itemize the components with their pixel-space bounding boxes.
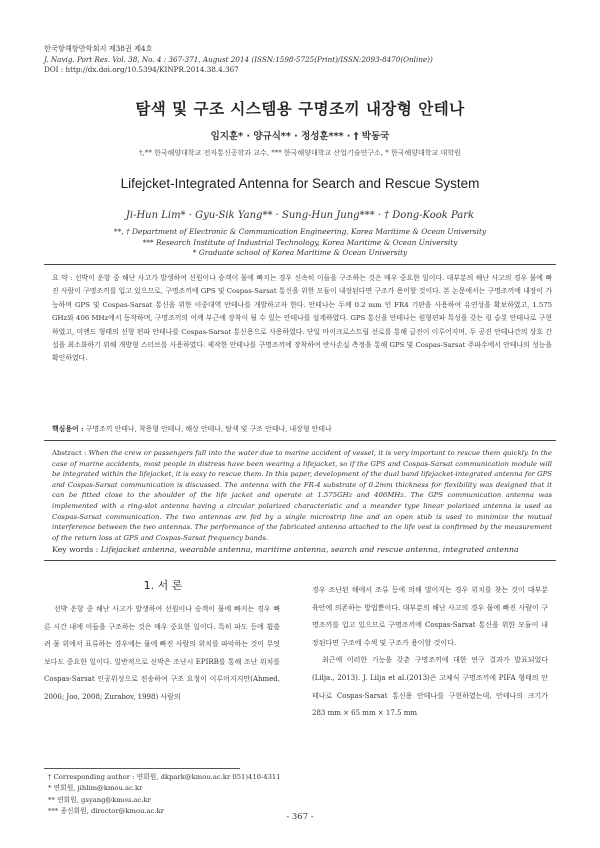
authors-kr: 임지훈* · 양규식** · 정성훈*** · † 박동국: [210, 131, 390, 142]
affiliations-kr: †,** 한국해양대학교 전자통신공학과 교수, *** 한국해양대학교 산업기술연구소, * 한국해양대학교 대학원: [139, 149, 461, 157]
abstract-kr-label: 요 약 :: [52, 274, 73, 282]
keywords-en-label: Key words :: [52, 545, 99, 554]
abstract-kr: [52, 272, 552, 366]
paper-title-en: Lifejcket-Integrated Antenna for Search and Rescue System: [120, 176, 480, 191]
footnote: ** 연회원, gsyang@kmou.ac.kr: [48, 795, 151, 804]
paper-title-kr: 탐색 및 구조 시스템용 구명조끼 내장형 안테나: [135, 100, 465, 118]
footnotes: [48, 772, 281, 818]
keywords-en-text: Lifejacket antenna, wearable antenna, maritime antenna, search and rescue antenna, integrated antenna: [100, 545, 519, 554]
journal-name-kr: 한국항해항만학회지 제38권 제4호: [44, 44, 153, 53]
abstract-en-text: When the crew or passengers fall into the water due to marine accident of vessel, it is very important to rescue them quickly. In the case of marine accidents, most people in distress have been wearing a lifejacket, so if the GPS and Cospas-Sarsat communication module will be integrated within the lifejacket, it is easy to rescue them. In this paper, development of the dual band lifejacket-integrated antenna for GPS and Cospas-Sarsat communication is discussed. The antenna with the FR-4 substrate of 0.2mm thickness for flexibility was designed that it can be fitted close to the shoulder of the life jacket and operate at 1.575GHz and 406MHz. The GPS communication antenna was implemented with a ring-slot antenna having a circular polarized characteristic and a meander type linear polarized antenna is used as Cospas-Sarsat communication. The two antennas are fed by a single microstrip line and an open stub is used to minimize the mutual interference between the two antennas. The performance of the fabricated antenna attached to the life vest is confirmed by the measurement of the return loss at GPS and Cospas-Sarsat frequency bands.: [52, 449, 552, 542]
abstract-en: [52, 448, 552, 543]
abstract-en-label: Abstract :: [52, 449, 87, 457]
paragraph: 경우 조난된 해에서 조류 등에 의해 벌어지는 경우 위치를 찾는 것이 대부분 육안에 의존하는 방법뿐이다. 대부분의 해난 사고의 경우 물에 빠진 사람이 구명조끼를 입고 있으므로 구명조끼에 Cospas-Sarsat 통신을 위한 모듈이 내장된다면 구조에 수색 및 구조가 용이할 것이다.: [312, 586, 548, 647]
keywords-kr-label: 핵심용어 :: [52, 425, 84, 433]
abstract-kr-text: 선박이 운항 중 해난 사고가 발생하여 선원이나 승객이 물에 빠지는 경우 신속히 이들을 구조하는 것은 매우 중요한 일이다. 대부분의 해난 사고의 경우 물에 빠진 사람이 구명조끼를 입고 있으므로, 구명조끼에 GPS 및 Cospas-Sarsat 통신을 위한 모듈이 내장된다면 구조가 용이할 것이다. 본 논문에서는 구명조끼에 내장이 가능하며 GPS 및 Cospas-Sarsat 통신을 위한 이중대역 안테나를 개발하고자 한다. 안테나는 두께 0.2 mm 인 FR4 기판을 사용하여 유연성을 확보하였고, 1.575 GHz와 406 MHz에서 동작하며, 구명조끼의 어깨 부근에 장착이 될 수 있는 안테나를 설계하였다. GPS 통신을 안테나는 원형편파 특성을 갖는 링 슬롯 안테나로 구현하였고, 미앤드 형태의 선형 편파 안테나를 Cospas-Sarsat 통신용으로 사용하였다. 단일 마이크로스트립 선로를 통해 급전이 이루어지며, 두 공진 안테나간의 상호 간섭을 최소화하기 위해 개방형 스터브를 사용하였다. 제작한 안테나를 구명조끼에 장착하여 반사손실 측정을 통해 GPS 및 Cospas-Sarsat 주파수에서 안테나의 성능을 확인하였다.: [52, 274, 552, 363]
divider-top: [44, 264, 556, 265]
body-column-right: [312, 582, 548, 723]
affiliations-en: [0, 227, 600, 259]
keywords-en: [52, 545, 552, 554]
authors-en: Ji-Hun Lim* · Gyu-Sik Yang** · Sung-Hun Jung*** · † Dong-Kook Park: [125, 210, 475, 221]
paragraph: 최근에 이러한 기능을 갖춘 구명조끼에 대한 연구 결과가 발표되었다(Lilja., 2013). J. Lilja et al.(2013)은 고체식 구명조끼에 PIFA 형태의 안테나로 Cospas-Sarsat 통신용 안테나를 구현하였는데, 안테나의 크기가 283 mm × 65 mm × 17.5 mm: [312, 656, 548, 718]
page-number: - 367 -: [286, 812, 314, 822]
divider-bottom: [44, 560, 556, 561]
journal-doi: DOI : http://dx.doi.org/10.5394/KINPR.2014.38.4.367: [44, 65, 239, 74]
keywords-kr: [52, 423, 552, 433]
keywords-kr-text: 구명조끼 안테나, 착용형 안테나, 해상 안테나, 탐색 및 구조 안테나, 내장형 안테나: [85, 425, 332, 433]
footnote-divider: [44, 768, 240, 769]
footnote: *** 종신회원, director@kmou.ac.kr: [48, 807, 164, 816]
footnote: * 연회원, jihlim@kmou.ac.kr: [48, 784, 143, 793]
body-column-left: 선박 운항 중 해난 사고가 발생하여 선원이나 승객이 물에 빠지는 경우 빠른 시간 내에 이들을 구조하는 것은 매우 중요한 일이다. 특히 파도 등에 휩쓸려 물 위에서 표류하는 경우에는 물에 빠진 사람의 위치를 파악하는 것이 무엇보다도 중요한 일이다. 일반적으로 선박은 조난시 EPIRB를 통해 조난 위치를 Cospas-Sarsat 인공위성으로 전송하여 구조 요청이 이루어지지만(Ahmed, 2006; Joo, 2008; Zurabov, 1998) 사람의: [44, 605, 280, 701]
divider-middle: [44, 440, 556, 441]
affiliation-line: * Graduate school of Korea Maritime & Ocean University: [192, 248, 408, 257]
journal-citation: J. Navig. Port Res. Vol. 38, No. 4 : 367-371, August 2014 (ISSN:1598-5725(Print)/ISSN:2093-8470(Online)): [44, 54, 433, 64]
affiliation-line: *** Research Institute of Industrial Technology, Korea Maritime & Ocean University: [142, 237, 458, 247]
footnote: † Corresponding author : 연회원, dkpark@kmou.ac.kr 051)410-4311: [48, 773, 281, 781]
journal-header: [44, 44, 433, 76]
affiliation-line: **, † Department of Electronic & Communication Engineering, Korea Maritime & Ocean University: [113, 227, 487, 236]
section-title: 1. 서 론: [143, 579, 183, 592]
